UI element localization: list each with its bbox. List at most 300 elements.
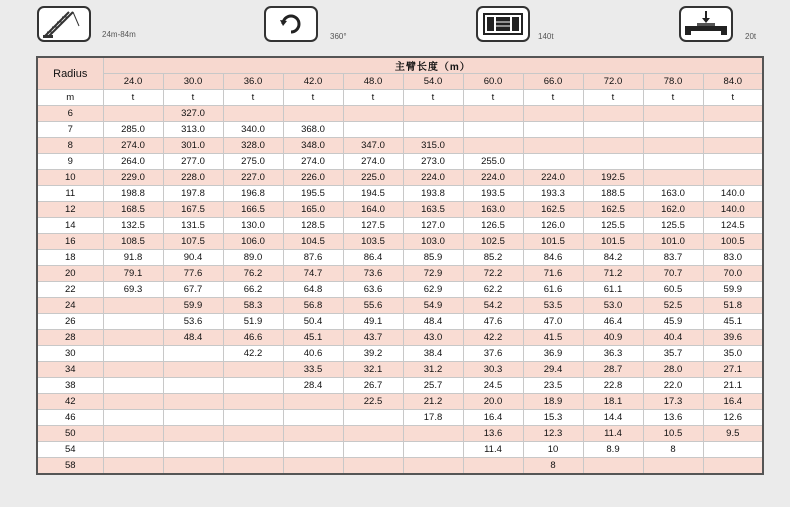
radius-cell: 38 [37, 378, 103, 394]
load-cell: 48.4 [163, 330, 223, 346]
load-cell: 61.6 [523, 282, 583, 298]
load-cell: 164.0 [343, 202, 403, 218]
load-cell: 8 [523, 458, 583, 475]
load-cell: 106.0 [223, 234, 283, 250]
load-cell: 47.0 [523, 314, 583, 330]
rotate-360-icon [266, 8, 316, 40]
load-cell: 131.5 [163, 218, 223, 234]
load-cell: 127.5 [343, 218, 403, 234]
load-cell: 12.6 [703, 410, 763, 426]
load-cell: 10.5 [643, 426, 703, 442]
load-cell: 67.7 [163, 282, 223, 298]
table-row [37, 154, 763, 170]
load-cell: 9.5 [703, 426, 763, 442]
load-unit: t [163, 90, 223, 106]
load-cell [463, 106, 523, 122]
load-cell: 195.5 [283, 186, 343, 202]
load-cell: 56.8 [283, 298, 343, 314]
load-cell: 53.5 [523, 298, 583, 314]
counterweight-icon [478, 8, 528, 40]
load-cell [103, 442, 163, 458]
load-cell: 348.0 [283, 138, 343, 154]
load-cell [103, 362, 163, 378]
load-cell: 347.0 [343, 138, 403, 154]
load-cell: 45.9 [643, 314, 703, 330]
load-cell [223, 394, 283, 410]
load-cell: 167.5 [163, 202, 223, 218]
load-cell: 22.0 [643, 378, 703, 394]
load-cell [283, 426, 343, 442]
load-cell: 107.5 [163, 234, 223, 250]
load-cell: 104.5 [283, 234, 343, 250]
radius-cell: 6 [37, 106, 103, 122]
radius-cell: 20 [37, 266, 103, 282]
load-cell: 84.2 [583, 250, 643, 266]
load-cell: 84.6 [523, 250, 583, 266]
outrigger-label: 20t [745, 32, 757, 41]
load-cell [703, 154, 763, 170]
load-cell [703, 106, 763, 122]
load-cell: 194.5 [343, 186, 403, 202]
load-cell: 36.9 [523, 346, 583, 362]
load-cell: 127.0 [403, 218, 463, 234]
load-cell: 192.5 [583, 170, 643, 186]
load-cell: 60.5 [643, 282, 703, 298]
load-cell: 36.3 [583, 346, 643, 362]
load-cell: 8 [643, 442, 703, 458]
load-cell [463, 122, 523, 138]
load-cell [703, 122, 763, 138]
load-cell: 35.7 [643, 346, 703, 362]
outrigger-icon [681, 8, 731, 40]
load-cell [223, 362, 283, 378]
load-cell: 17.3 [643, 394, 703, 410]
load-cell: 70.7 [643, 266, 703, 282]
load-cell: 62.9 [403, 282, 463, 298]
unit-row [37, 90, 763, 106]
load-cell: 83.0 [703, 250, 763, 266]
load-cell: 55.6 [343, 298, 403, 314]
load-cell: 40.4 [643, 330, 703, 346]
load-cell: 85.9 [403, 250, 463, 266]
load-cell: 74.7 [283, 266, 343, 282]
load-cell: 285.0 [103, 122, 163, 138]
load-cell [703, 138, 763, 154]
load-cell: 43.7 [343, 330, 403, 346]
table-row [37, 458, 763, 475]
load-cell: 340.0 [223, 122, 283, 138]
radius-cell: 12 [37, 202, 103, 218]
boom-length-0: 24.0 [103, 74, 163, 90]
load-cell: 226.0 [283, 170, 343, 186]
radius-cell: 26 [37, 314, 103, 330]
load-cell: 43.0 [403, 330, 463, 346]
slew-button[interactable] [264, 6, 318, 42]
table-row [37, 426, 763, 442]
load-cell: 53.6 [163, 314, 223, 330]
load-cell [703, 442, 763, 458]
table-row [37, 298, 763, 314]
load-cell: 22.5 [343, 394, 403, 410]
load-cell: 87.6 [283, 250, 343, 266]
load-cell: 71.2 [583, 266, 643, 282]
radius-cell: 28 [37, 330, 103, 346]
boom-length-row [37, 74, 763, 90]
load-cell: 228.0 [163, 170, 223, 186]
load-cell: 79.1 [103, 266, 163, 282]
load-cell: 315.0 [403, 138, 463, 154]
table-row [37, 410, 763, 426]
boom-length-8: 72.0 [583, 74, 643, 90]
table-row [37, 442, 763, 458]
load-chart-table [36, 56, 764, 475]
load-cell: 45.1 [283, 330, 343, 346]
load-cell: 77.6 [163, 266, 223, 282]
load-cell [583, 122, 643, 138]
boom-length-5: 54.0 [403, 74, 463, 90]
load-cell: 32.1 [343, 362, 403, 378]
load-cell [223, 442, 283, 458]
load-cell: 274.0 [343, 154, 403, 170]
load-cell [643, 154, 703, 170]
load-unit: t [223, 90, 283, 106]
load-cell: 21.2 [403, 394, 463, 410]
load-cell: 42.2 [463, 330, 523, 346]
load-cell: 49.1 [343, 314, 403, 330]
slew-label: 360° [330, 32, 347, 41]
load-cell [103, 410, 163, 426]
header-row [37, 57, 763, 74]
load-cell: 125.5 [643, 218, 703, 234]
load-cell: 25.7 [403, 378, 463, 394]
radius-cell: 9 [37, 154, 103, 170]
radius-cell: 18 [37, 250, 103, 266]
load-cell: 108.5 [103, 234, 163, 250]
load-cell [103, 346, 163, 362]
load-cell: 13.6 [643, 410, 703, 426]
load-cell: 124.5 [703, 218, 763, 234]
load-cell: 29.4 [523, 362, 583, 378]
load-cell [223, 378, 283, 394]
load-cell: 89.0 [223, 250, 283, 266]
load-cell: 103.5 [343, 234, 403, 250]
load-cell: 59.9 [703, 282, 763, 298]
load-cell [463, 458, 523, 475]
load-cell: 54.9 [403, 298, 463, 314]
load-cell: 14.4 [583, 410, 643, 426]
load-cell: 163.0 [643, 186, 703, 202]
boom-config-button[interactable] [37, 6, 91, 42]
load-unit: t [403, 90, 463, 106]
radius-cell: 8 [37, 138, 103, 154]
load-cell: 224.0 [403, 170, 463, 186]
load-cell: 33.5 [283, 362, 343, 378]
load-cell: 125.5 [583, 218, 643, 234]
table-row [37, 186, 763, 202]
load-cell: 39.2 [343, 346, 403, 362]
load-cell [163, 426, 223, 442]
boom-length-header: 主臂长度（m） [103, 57, 763, 74]
load-cell: 101.5 [583, 234, 643, 250]
load-cell [643, 122, 703, 138]
load-cell: 47.6 [463, 314, 523, 330]
load-cell: 37.6 [463, 346, 523, 362]
load-cell: 42.2 [223, 346, 283, 362]
load-cell [703, 170, 763, 186]
load-cell: 90.4 [163, 250, 223, 266]
boom-length-9: 78.0 [643, 74, 703, 90]
boom-length-1: 30.0 [163, 74, 223, 90]
load-cell: 102.5 [463, 234, 523, 250]
radius-unit: m [37, 90, 103, 106]
load-cell: 196.8 [223, 186, 283, 202]
load-cell [403, 426, 463, 442]
load-cell: 103.0 [403, 234, 463, 250]
load-cell: 227.0 [223, 170, 283, 186]
load-cell [163, 346, 223, 362]
load-cell: 224.0 [523, 170, 583, 186]
load-cell [163, 362, 223, 378]
load-cell [463, 138, 523, 154]
load-cell [163, 410, 223, 426]
load-cell [643, 170, 703, 186]
table-row [37, 250, 763, 266]
boom-length-10: 84.0 [703, 74, 763, 90]
load-cell: 24.5 [463, 378, 523, 394]
load-cell: 58.3 [223, 298, 283, 314]
radius-cell: 10 [37, 170, 103, 186]
counterweight-label: 140t [538, 32, 554, 41]
load-cell: 51.9 [223, 314, 283, 330]
load-cell: 70.0 [703, 266, 763, 282]
load-cell [103, 330, 163, 346]
load-cell: 101.5 [523, 234, 583, 250]
load-cell: 28.7 [583, 362, 643, 378]
radius-cell: 58 [37, 458, 103, 475]
load-cell [103, 394, 163, 410]
radius-cell: 42 [37, 394, 103, 410]
load-cell [343, 122, 403, 138]
radius-cell: 7 [37, 122, 103, 138]
load-unit: t [283, 90, 343, 106]
load-unit: t [703, 90, 763, 106]
boom-length-3: 42.0 [283, 74, 343, 90]
load-cell: 71.6 [523, 266, 583, 282]
load-cell: 163.5 [403, 202, 463, 218]
table-row [37, 346, 763, 362]
load-cell [103, 298, 163, 314]
load-cell: 130.0 [223, 218, 283, 234]
load-cell: 165.0 [283, 202, 343, 218]
load-cell: 38.4 [403, 346, 463, 362]
table-row [37, 202, 763, 218]
load-cell [103, 426, 163, 442]
load-cell [343, 106, 403, 122]
table-row [37, 218, 763, 234]
load-cell [643, 458, 703, 475]
table-row [37, 378, 763, 394]
load-cell [283, 458, 343, 475]
load-cell: 39.6 [703, 330, 763, 346]
load-cell [343, 442, 403, 458]
radius-cell: 14 [37, 218, 103, 234]
load-cell: 91.8 [103, 250, 163, 266]
load-cell: 162.5 [523, 202, 583, 218]
load-cell: 27.1 [703, 362, 763, 378]
load-cell: 18.9 [523, 394, 583, 410]
load-cell: 83.7 [643, 250, 703, 266]
table-row [37, 362, 763, 378]
load-cell: 100.5 [703, 234, 763, 250]
load-cell: 264.0 [103, 154, 163, 170]
load-cell: 52.5 [643, 298, 703, 314]
load-cell: 86.4 [343, 250, 403, 266]
load-cell [523, 106, 583, 122]
load-cell: 140.0 [703, 202, 763, 218]
load-cell: 18.1 [583, 394, 643, 410]
radius-cell: 22 [37, 282, 103, 298]
radius-cell: 46 [37, 410, 103, 426]
load-cell [283, 394, 343, 410]
load-unit: t [343, 90, 403, 106]
load-cell: 162.5 [583, 202, 643, 218]
load-cell: 163.0 [463, 202, 523, 218]
radius-cell: 30 [37, 346, 103, 362]
load-cell [103, 314, 163, 330]
load-cell: 61.1 [583, 282, 643, 298]
load-cell: 229.0 [103, 170, 163, 186]
load-cell [283, 442, 343, 458]
load-cell [163, 458, 223, 475]
load-cell: 166.5 [223, 202, 283, 218]
load-cell [583, 458, 643, 475]
load-cell: 26.7 [343, 378, 403, 394]
table-row [37, 394, 763, 410]
load-cell: 35.0 [703, 346, 763, 362]
load-cell [403, 442, 463, 458]
load-cell [223, 458, 283, 475]
load-cell [583, 138, 643, 154]
radius-cell: 34 [37, 362, 103, 378]
load-cell: 273.0 [403, 154, 463, 170]
load-cell [583, 106, 643, 122]
boom-length-2: 36.0 [223, 74, 283, 90]
load-cell [163, 394, 223, 410]
load-cell: 101.0 [643, 234, 703, 250]
load-cell [583, 154, 643, 170]
load-cell: 30.3 [463, 362, 523, 378]
load-cell [403, 122, 463, 138]
load-cell: 128.5 [283, 218, 343, 234]
load-cell [523, 154, 583, 170]
load-cell: 21.1 [703, 378, 763, 394]
load-cell: 66.2 [223, 282, 283, 298]
load-cell: 132.5 [103, 218, 163, 234]
load-cell: 16.4 [463, 410, 523, 426]
radius-cell: 54 [37, 442, 103, 458]
load-cell: 140.0 [703, 186, 763, 202]
outrigger-button[interactable] [679, 6, 733, 42]
load-cell [163, 442, 223, 458]
load-cell [283, 410, 343, 426]
load-cell: 313.0 [163, 122, 223, 138]
load-cell: 198.8 [103, 186, 163, 202]
load-cell [103, 458, 163, 475]
load-cell: 8.9 [583, 442, 643, 458]
load-cell: 69.3 [103, 282, 163, 298]
load-cell: 193.8 [403, 186, 463, 202]
load-cell: 193.5 [463, 186, 523, 202]
load-cell: 162.0 [643, 202, 703, 218]
load-cell: 59.9 [163, 298, 223, 314]
load-cell: 20.0 [463, 394, 523, 410]
load-cell: 22.8 [583, 378, 643, 394]
load-unit: t [583, 90, 643, 106]
load-cell: 275.0 [223, 154, 283, 170]
load-cell: 46.6 [223, 330, 283, 346]
load-cell: 168.5 [103, 202, 163, 218]
load-cell: 274.0 [103, 138, 163, 154]
counterweight-button[interactable] [476, 6, 530, 42]
load-cell: 31.2 [403, 362, 463, 378]
load-cell [223, 106, 283, 122]
load-cell: 28.4 [283, 378, 343, 394]
radius-cell: 24 [37, 298, 103, 314]
load-cell [343, 426, 403, 442]
load-cell: 23.5 [523, 378, 583, 394]
load-cell: 46.4 [583, 314, 643, 330]
load-cell: 40.6 [283, 346, 343, 362]
load-cell: 327.0 [163, 106, 223, 122]
load-cell: 72.9 [403, 266, 463, 282]
load-cell: 76.2 [223, 266, 283, 282]
load-unit: t [523, 90, 583, 106]
load-cell [643, 106, 703, 122]
load-cell: 48.4 [403, 314, 463, 330]
boom-length-6: 60.0 [463, 74, 523, 90]
load-cell: 63.6 [343, 282, 403, 298]
load-cell: 328.0 [223, 138, 283, 154]
load-cell [223, 410, 283, 426]
load-cell: 17.8 [403, 410, 463, 426]
load-cell: 126.0 [523, 218, 583, 234]
load-cell [103, 378, 163, 394]
load-cell [343, 458, 403, 475]
table-row [37, 170, 763, 186]
load-cell: 85.2 [463, 250, 523, 266]
table-row [37, 106, 763, 122]
table-row [37, 282, 763, 298]
load-cell: 13.6 [463, 426, 523, 442]
load-unit: t [643, 90, 703, 106]
load-cell [703, 458, 763, 475]
load-cell: 224.0 [463, 170, 523, 186]
table-row [37, 330, 763, 346]
load-cell: 225.0 [343, 170, 403, 186]
table-row [37, 314, 763, 330]
load-cell: 73.6 [343, 266, 403, 282]
load-cell: 72.2 [463, 266, 523, 282]
load-cell: 54.2 [463, 298, 523, 314]
boom-lattice-icon [39, 8, 89, 40]
table-row [37, 138, 763, 154]
boom-config-label: 24m-84m [102, 30, 136, 39]
load-cell [523, 138, 583, 154]
load-cell: 51.8 [703, 298, 763, 314]
load-cell: 62.2 [463, 282, 523, 298]
load-cell: 50.4 [283, 314, 343, 330]
load-cell: 40.9 [583, 330, 643, 346]
